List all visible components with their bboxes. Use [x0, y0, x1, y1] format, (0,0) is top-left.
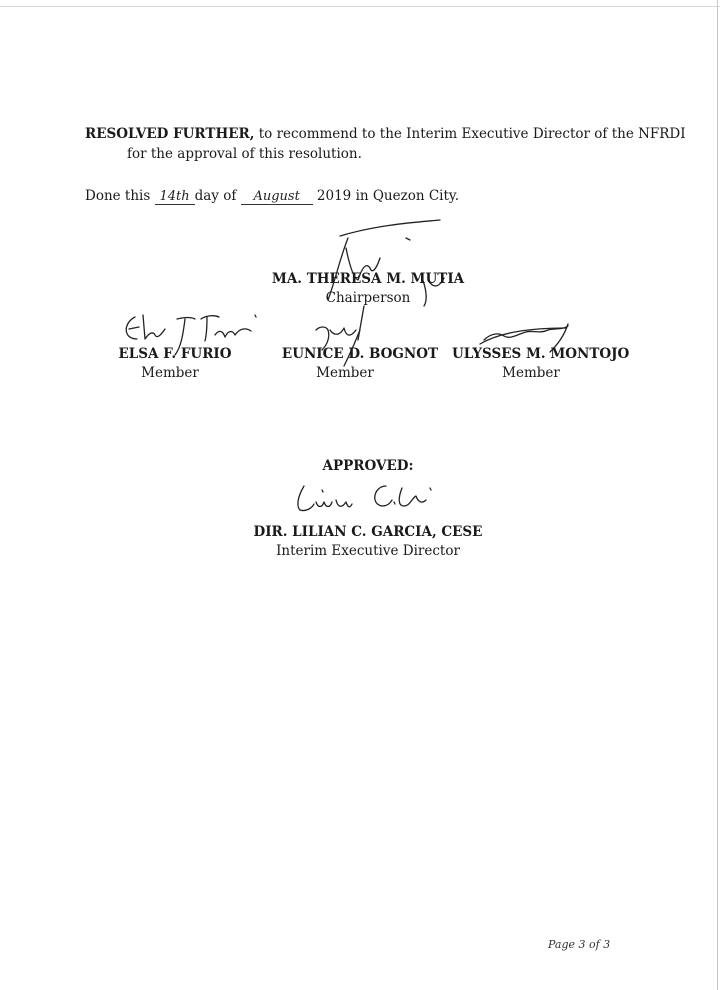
resolution-lead: RESOLVED FURTHER,: [85, 126, 255, 142]
page-edge-right: [717, 0, 718, 990]
done-month: August: [241, 189, 313, 205]
chair-role: Chairperson: [325, 290, 411, 306]
done-prefix: Done this: [85, 188, 155, 204]
chair-name: MA. THERESA M. MUTIA: [271, 271, 465, 287]
member-1-role: Member: [141, 365, 199, 381]
member-2-role: Member: [316, 365, 374, 381]
member-1-name: ELSA F. FURIO: [118, 346, 232, 362]
resolution-text: to recommend to the Interim Executive Director of the NFRDI: [254, 126, 686, 142]
approval-label: APPROVED:: [322, 458, 414, 474]
done-mid: day of: [194, 188, 241, 204]
approval-role: Interim Executive Director: [276, 543, 460, 559]
page-edge-top: [0, 6, 720, 7]
approval-name: DIR. LILIAN C. GARCIA, CESE: [253, 524, 483, 540]
done-line: [85, 188, 459, 205]
member-3-name: ULYSSES M. MONTOJO: [452, 346, 630, 362]
member-3-role: Member: [502, 365, 560, 381]
page-number: Page 3 of 3: [548, 938, 611, 951]
member-2-name: EUNICE D. BOGNOT: [281, 346, 439, 362]
approval-signature: [290, 478, 440, 518]
resolution-line-1: [85, 126, 686, 142]
resolution-line-2: for the approval of this resolution.: [127, 146, 362, 162]
done-suffix: 2019 in Quezon City.: [312, 188, 460, 204]
done-day: 14th: [155, 189, 195, 205]
